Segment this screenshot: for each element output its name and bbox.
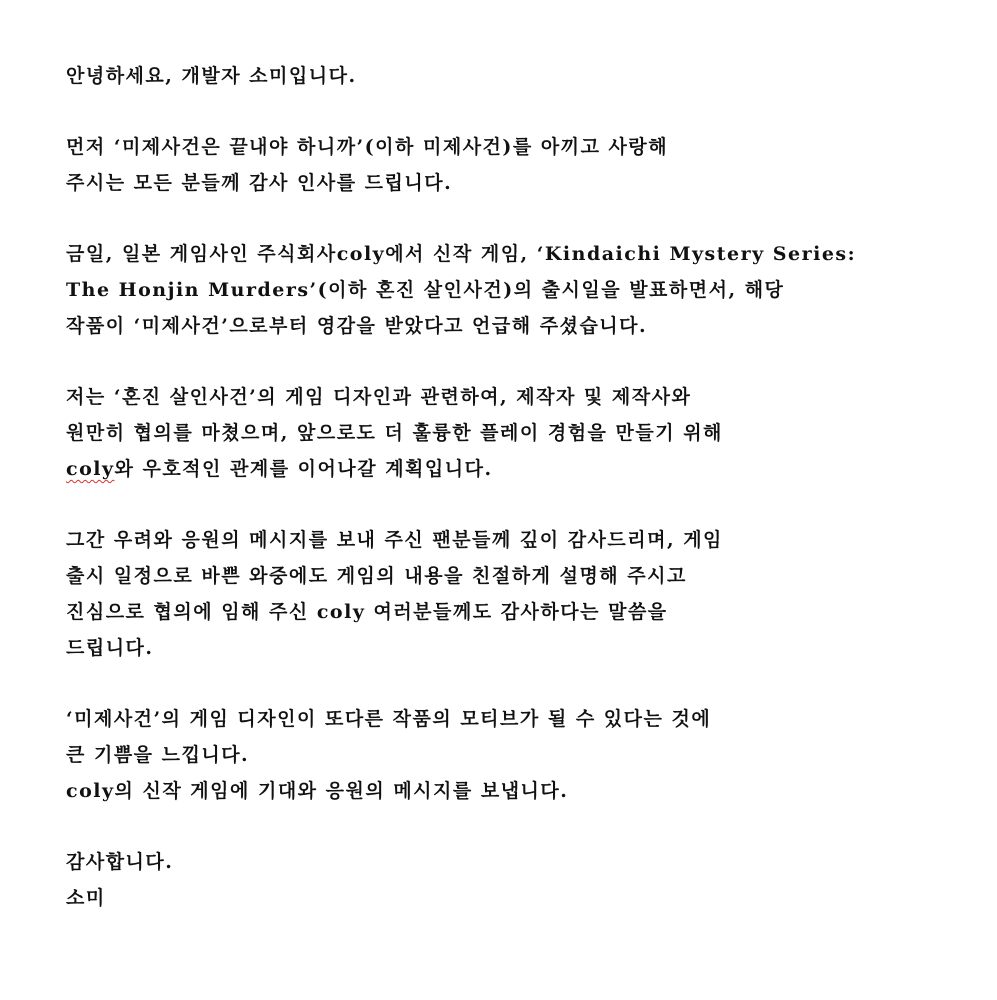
support-paragraph [66,701,937,809]
announcement-paragraph [66,236,937,344]
paragraph-line: 진심으로 협의에 임해 주신 coly 여러분들께도 감사하다는 말씀을 [66,601,668,623]
closing-paragraph [66,844,937,916]
paragraph-line: ‘미제사건’의 게임 디자인이 또다른 작품의 모티브가 될 수 있다는 것에 [66,708,712,730]
paragraph-line: 저는 ‘혼진 살인사건’의 게임 디자인과 관련하여, 제작자 및 제작사와 [66,386,692,408]
paragraph-line: 금일, 일본 게임사인 주식회사coly에서 신작 게임, ‘Kindaichi Mystery Series: [66,243,857,265]
spellcheck-underlined-word: coly [66,458,115,480]
paragraph-line: 먼저 ‘미제사건은 끝내야 하니까’(이하 미제사건)를 아끼고 사랑해 [66,136,669,158]
greeting-paragraph [66,58,937,94]
paragraph-line: 주시는 모든 분들께 감사 인사를 드립니다. [66,172,453,194]
paragraph-line [66,451,937,487]
line-remainder: 와 우호적인 관계를 이어나갈 계획입니다. [114,458,493,480]
gratitude-paragraph [66,522,937,666]
closing-line: 감사합니다. [66,851,174,873]
paragraph-line: 원만히 협의를 마쳤으며, 앞으로도 더 훌륭한 플레이 경험을 만들기 위해 [66,422,723,444]
paragraph-line: 큰 기쁨을 느낍니다. [66,744,250,766]
thanks-paragraph [66,129,937,201]
paragraph-line: 작품이 ‘미제사건’으로부터 영감을 받았다고 언급해 주셨습니다. [66,315,648,337]
agreement-paragraph [66,379,937,487]
paragraph-line: coly의 신작 게임에 기대와 응원의 메시지를 보냅니다. [66,780,569,802]
paragraph-line: 그간 우려와 응원의 메시지를 보내 주신 팬분들께 깊이 감사드리며, 게임 [66,529,723,551]
paragraph-line: 드립니다. [66,637,154,659]
paragraph-line: The Honjin Murders’(이하 혼진 살인사건)의 출시일을 발표하면서, 해당 [66,279,785,301]
paragraph-line: 출시 일정으로 바쁜 와중에도 게임의 내용을 친절하게 설명해 주시고 [66,565,687,587]
greeting-line: 안녕하세요, 개발자 소미입니다. [66,65,357,87]
signature-line: 소미 [66,887,106,909]
letter-body [66,58,937,916]
